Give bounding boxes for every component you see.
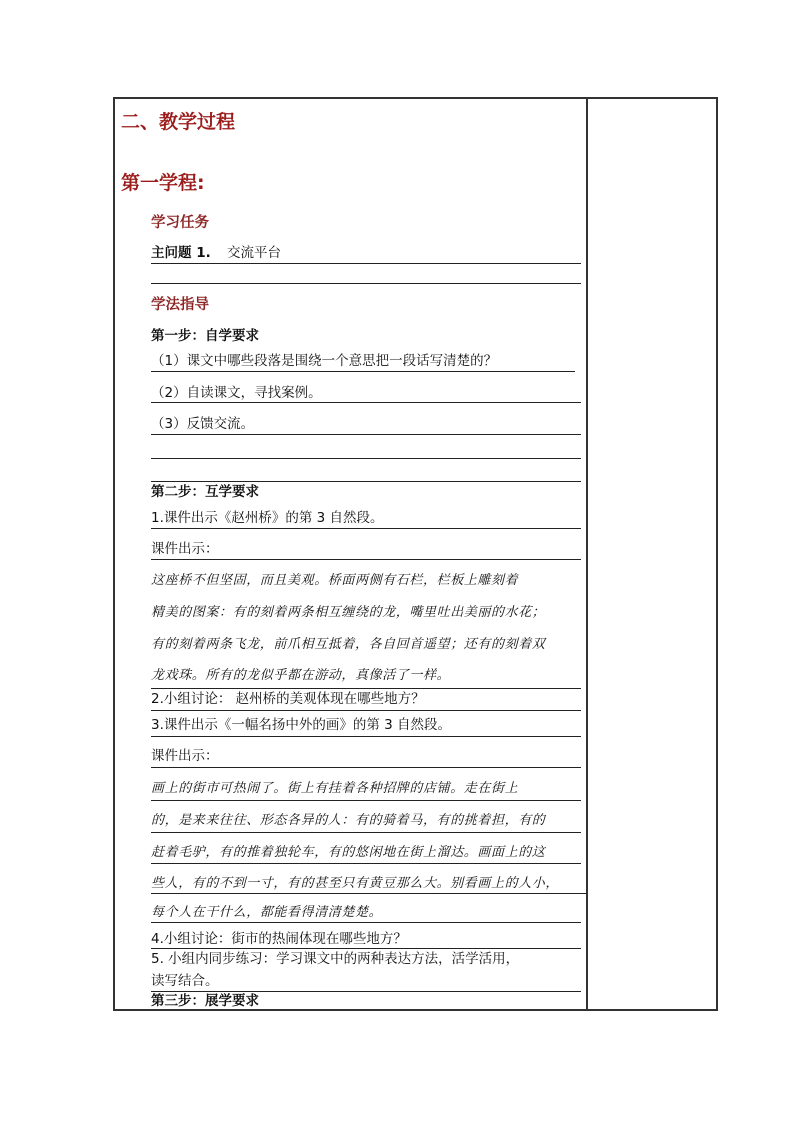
ruled-line	[151, 528, 581, 529]
ruled-line	[151, 283, 581, 284]
quote2-line-4: 些人，有的不到一寸，有的甚至只有黄豆那么大。别看画上的人小，	[151, 876, 560, 891]
quote1-line-3: 有的刻着两条飞龙，前爪相互抵着，各自回首遥望；还有的刻着双	[151, 637, 546, 652]
ruled-line	[151, 371, 575, 372]
step1-item-2: （2）自读课文，寻找案例。	[151, 385, 322, 401]
main-question-text: 交流平台	[227, 245, 281, 261]
quote1-line-1: 这座桥不但坚固，而且美观。桥面两侧有石栏，栏板上雕刻着	[151, 573, 519, 588]
step2-item-5-line-2: 读写结合。	[151, 973, 219, 989]
quote1-line-2: 精美的图案：有的刻着两条相互缠绕的龙，嘴里吐出美丽的水花；	[151, 605, 546, 620]
task-heading: 学习任务	[151, 215, 209, 231]
step2-item-5-line-1: 5. 小组内同步练习：学习课文中的两种表达方法，活学活用，	[151, 951, 520, 967]
slide-label-2: 课件出示：	[151, 748, 219, 764]
stage-title: 第一学程:	[121, 172, 205, 194]
quote2-line-2: 的，是来来往往、形态各异的人：有的骑着马，有的挑着担，有的	[151, 813, 546, 828]
step1-title: 第一步：自学要求	[151, 328, 259, 344]
step2-title: 第二步：互学要求	[151, 484, 259, 500]
ruled-line	[151, 991, 581, 992]
slide-label-1: 课件出示：	[151, 541, 219, 557]
step1-item-1: （1）课文中哪些段落是围绕一个意思把一段话写清楚的？	[151, 353, 498, 369]
step1-item-3: （3）反馈交流。	[151, 416, 255, 432]
ruled-line	[151, 688, 581, 689]
ruled-line	[151, 767, 581, 768]
ruled-line	[151, 948, 581, 949]
ruled-line	[151, 800, 581, 801]
quote2-line-3: 赶着毛驴，有的推着独轮车，有的悠闲地在街上溜达。画面上的这	[151, 845, 546, 860]
ruled-line	[151, 863, 581, 864]
table-column-divider	[586, 97, 588, 1011]
ruled-line	[151, 434, 581, 435]
step2-item-3: 3.课件出示《一幅名扬中外的画》的第 3 自然段。	[151, 717, 452, 733]
ruled-line	[151, 481, 581, 482]
ruled-line	[151, 893, 587, 894]
step2-item-4: 4.小组讨论：街市的热闹体现在哪些地方？	[151, 931, 407, 947]
ruled-line	[151, 922, 581, 923]
ruled-line	[151, 458, 581, 459]
quote2-line-1: 画上的街市可热闹了。街上有挂着各种招牌的店铺。走在街上	[151, 781, 519, 796]
ruled-line	[151, 832, 581, 833]
ruled-line	[151, 736, 581, 737]
main-question-label: 主问题 1.	[151, 245, 211, 261]
section-title: 二、教学过程	[121, 111, 236, 133]
quote1-line-4: 龙戏珠。所有的龙似乎都在游动，真像活了一样。	[151, 668, 451, 683]
ruled-line	[151, 402, 581, 403]
method-heading: 学法指导	[151, 297, 209, 313]
step3-title: 第三步：展学要求	[151, 993, 259, 1009]
ruled-line	[151, 710, 581, 711]
ruled-line	[151, 559, 581, 560]
step2-item-1: 1.课件出示《赵州桥》的第 3 自然段。	[151, 510, 384, 526]
ruled-line	[151, 263, 581, 264]
quote2-line-5: 每个人在干什么，都能看得清清楚楚。	[151, 905, 383, 920]
step2-item-2: 2.小组讨论： 赵州桥的美观体现在哪些地方？	[151, 691, 425, 707]
